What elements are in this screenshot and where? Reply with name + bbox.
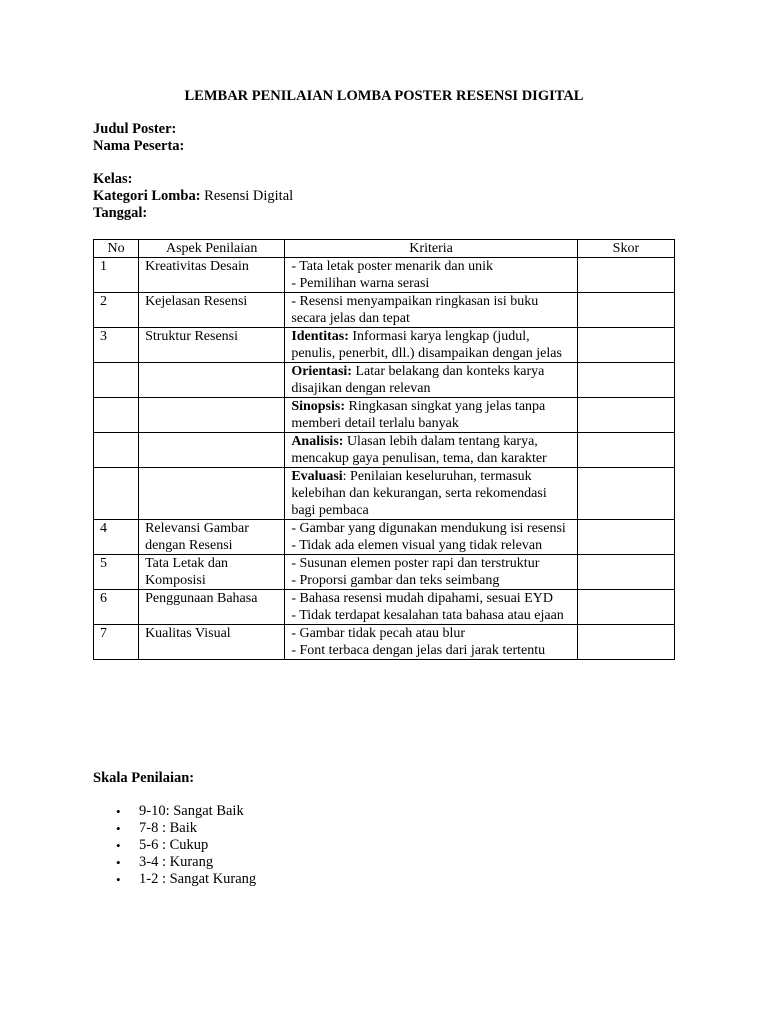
- tanggal-label: Tanggal:: [93, 205, 148, 221]
- criteria-line: [291, 590, 571, 607]
- criteria-line: [291, 433, 571, 467]
- header-aspek: Aspek Penilaian: [139, 240, 285, 258]
- judul-poster-field: [93, 121, 184, 138]
- aspect-cell: Penggunaan Bahasa: [139, 590, 285, 625]
- table-row: [94, 328, 675, 363]
- criteria-cell: [285, 625, 578, 660]
- nama-peserta-label: Nama Peserta:: [93, 138, 185, 154]
- score-cell[interactable]: [577, 433, 674, 468]
- criteria-text: - Resensi menyampaikan ringkasan isi buku secara jelas dan tepat: [291, 294, 539, 326]
- header-kriteria: Kriteria: [285, 240, 578, 258]
- kelas-field: [93, 171, 293, 188]
- criteria-text: - Gambar yang digunakan mendukung isi resensi: [291, 521, 566, 536]
- kategori-label: Kategori Lomba:: [93, 188, 201, 204]
- table-body: [94, 258, 675, 660]
- score-cell[interactable]: [577, 555, 674, 590]
- criteria-text: - Font terbaca dengan jelas dari jarak tertentu: [291, 643, 546, 658]
- aspect-cell: Kejelasan Resensi: [139, 293, 285, 328]
- criteria-cell: [285, 555, 578, 590]
- table-row: [94, 363, 675, 398]
- table-row: [94, 433, 675, 468]
- criteria-text: - Tidak ada elemen visual yang tidak relevan: [291, 538, 543, 553]
- criteria-text: - Tidak terdapat kesalahan tata bahasa atau ejaan: [291, 608, 564, 623]
- criteria-line: [291, 537, 571, 554]
- criteria-line: [291, 607, 571, 624]
- criteria-cell: [285, 363, 578, 398]
- poster-info: [93, 121, 184, 155]
- aspect-cell: Struktur Resensi: [139, 328, 285, 363]
- criteria-text: - Susunan elemen poster rapi dan terstruktur: [291, 556, 540, 571]
- scale-item-text: 5-6 : Cukup: [139, 837, 209, 853]
- table-row: [94, 555, 675, 590]
- scale-item: [93, 854, 256, 871]
- scale-list: [93, 803, 256, 888]
- table-row: [94, 258, 675, 293]
- scale-item: [93, 837, 256, 854]
- row-number: 3: [94, 328, 139, 363]
- score-cell[interactable]: [577, 363, 674, 398]
- criteria-term: Analisis:: [291, 434, 344, 449]
- score-cell[interactable]: [577, 398, 674, 433]
- contest-info: [93, 171, 293, 222]
- criteria-term: Evaluasi: [291, 469, 343, 484]
- criteria-text: Informasi karya lengkap (judul, penulis, penerbit, dll.) disampaikan dengan jelas: [291, 329, 562, 361]
- criteria-text: - Bahasa resensi mudah dipahami, sesuai EYD: [291, 591, 553, 606]
- criteria-cell: [285, 468, 578, 520]
- criteria-line: [291, 642, 571, 659]
- criteria-line: [291, 520, 571, 537]
- bullet-icon: •: [116, 821, 121, 836]
- row-number: 7: [94, 625, 139, 660]
- criteria-text: - Tata letak poster menarik dan unik: [291, 259, 494, 274]
- criteria-line: [291, 328, 571, 362]
- assessment-table: [93, 239, 675, 660]
- bullet-icon: •: [116, 838, 121, 853]
- criteria-text: Ringkasan singkat yang jelas tanpa memberi detail terlalu banyak: [291, 399, 546, 431]
- header-skor: Skor: [577, 240, 674, 258]
- criteria-cell: [285, 258, 578, 293]
- criteria-cell: [285, 293, 578, 328]
- header-no: No: [94, 240, 139, 258]
- score-cell[interactable]: [577, 590, 674, 625]
- criteria-line: [291, 293, 571, 327]
- nama-peserta-field: [93, 138, 184, 155]
- scale-item-text: 1-2 : Sangat Kurang: [139, 871, 257, 887]
- row-number: 2: [94, 293, 139, 328]
- criteria-text: - Proporsi gambar dan teks seimbang: [291, 573, 500, 588]
- aspect-cell: [139, 363, 285, 398]
- criteria-line: [291, 468, 571, 519]
- score-cell[interactable]: [577, 328, 674, 363]
- criteria-text: : Penilaian keseluruhan, termasuk kelebihan dan kekurangan, serta rekomendasi bagi pembaca: [291, 469, 547, 518]
- table-row: [94, 293, 675, 328]
- criteria-cell: [285, 433, 578, 468]
- table-header-row: [94, 240, 675, 258]
- table-row: [94, 590, 675, 625]
- row-number: 6: [94, 590, 139, 625]
- score-cell[interactable]: [577, 293, 674, 328]
- aspect-cell: Kreativitas Desain: [139, 258, 285, 293]
- row-number: [94, 468, 139, 520]
- criteria-cell: [285, 520, 578, 555]
- aspect-cell: [139, 398, 285, 433]
- aspect-cell: Kualitas Visual: [139, 625, 285, 660]
- kategori-value: Resensi Digital: [200, 188, 294, 204]
- row-number: [94, 363, 139, 398]
- tanggal-field: [93, 205, 293, 222]
- score-cell[interactable]: [577, 258, 674, 293]
- criteria-text: Latar belakang dan konteks karya disajikan dengan relevan: [291, 364, 545, 396]
- table-row: [94, 398, 675, 433]
- row-number: 4: [94, 520, 139, 555]
- criteria-cell: [285, 398, 578, 433]
- aspect-cell: [139, 468, 285, 520]
- score-cell[interactable]: [577, 520, 674, 555]
- scale-item: [93, 871, 256, 888]
- kategori-field: [93, 188, 293, 205]
- criteria-term: Orientasi:: [291, 364, 352, 379]
- criteria-term: Identitas:: [291, 329, 349, 344]
- bullet-icon: •: [116, 872, 121, 887]
- criteria-cell: [285, 328, 578, 363]
- scale-item-text: 7-8 : Baik: [139, 820, 197, 836]
- criteria-line: [291, 625, 571, 642]
- criteria-text: - Pemilihan warna serasi: [291, 276, 430, 291]
- scale-item-text: 3-4 : Kurang: [139, 854, 214, 870]
- criteria-line: [291, 398, 571, 432]
- score-cell[interactable]: [577, 468, 674, 520]
- criteria-text: - Gambar tidak pecah atau blur: [291, 626, 466, 641]
- criteria-text: Ulasan lebih dalam tentang karya, mencakup gaya penulisan, tema, dan karakter: [291, 434, 547, 466]
- row-number: [94, 433, 139, 468]
- criteria-line: [291, 258, 571, 275]
- criteria-cell: [285, 590, 578, 625]
- score-cell[interactable]: [577, 625, 674, 660]
- criteria-line: [291, 572, 571, 589]
- scale-item-text: 9-10: Sangat Baik: [139, 803, 244, 819]
- table-row: [94, 468, 675, 520]
- page-title: LEMBAR PENILAIAN LOMBA POSTER RESENSI DIGITAL: [184, 88, 584, 104]
- scale-item: [93, 820, 256, 837]
- kelas-label: Kelas:: [93, 171, 133, 187]
- table-row: [94, 625, 675, 660]
- aspect-cell: Tata Letak dan Komposisi: [139, 555, 285, 590]
- bullet-icon: •: [116, 804, 121, 819]
- criteria-line: [291, 275, 571, 292]
- aspect-cell: Relevansi Gambar dengan Resensi: [139, 520, 285, 555]
- criteria-term: Sinopsis:: [291, 399, 346, 414]
- row-number: [94, 398, 139, 433]
- scale-item: [93, 803, 256, 820]
- table-row: [94, 520, 675, 555]
- judul-poster-label: Judul Poster:: [93, 121, 177, 137]
- aspect-cell: [139, 433, 285, 468]
- scale-heading: Skala Penilaian:: [93, 770, 195, 786]
- criteria-line: [291, 555, 571, 572]
- row-number: 1: [94, 258, 139, 293]
- bullet-icon: •: [116, 855, 121, 870]
- criteria-line: [291, 363, 571, 397]
- row-number: 5: [94, 555, 139, 590]
